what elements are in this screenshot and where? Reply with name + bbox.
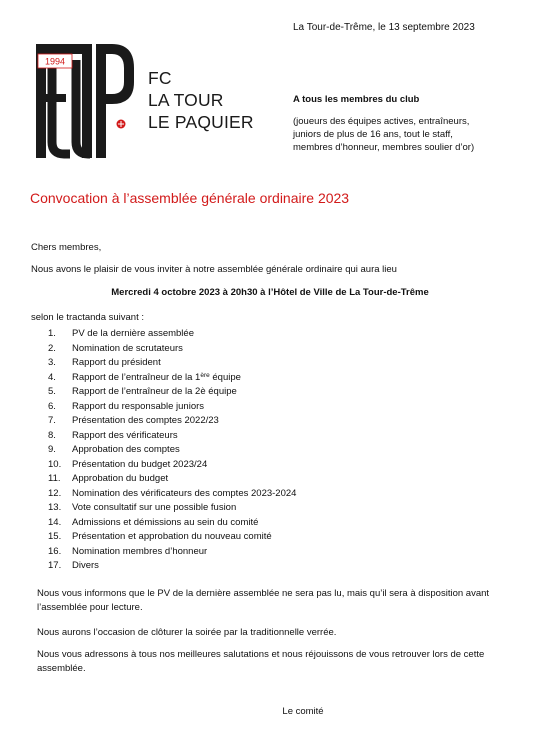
agenda-item: 5. Rapport de l’entraîneur de la 2è équipe (48, 386, 237, 397)
greeting: Chers membres, (31, 242, 102, 253)
agenda-item: 3. Rapport du président (48, 357, 161, 368)
agenda-item: 10. Présentation du budget 2023/24 (48, 458, 208, 470)
pv-note: Nous vous informons que le PV de la dernière assemblée ne sera pas lu, mais qu’il sera à disposition avant l’assemblée pour lecture. (37, 588, 490, 613)
agenda-item: 14. Admissions et démissions au sein du comité (48, 516, 259, 528)
recipient-line: membres d’honneur, membres soulier d’or) (293, 142, 475, 154)
agenda-item: 4. Rapport de l’entraîneur de la 1ère équipe (48, 371, 241, 383)
agenda-item: 2. Nomination de scrutateurs (48, 342, 183, 354)
agenda-item: 1. PV de la dernière assemblée (48, 328, 194, 339)
club-logo (30, 42, 268, 160)
agenda-item: 17. Divers (48, 560, 99, 571)
salutation: Nous vous adressons à tous nos meilleures salutations et nous réjouissons de vous retrouver lors de cette assemblée. (37, 649, 485, 674)
agenda-item: 6. Rapport du responsable juniors (48, 400, 205, 412)
recipient-line: juniors de plus de 16 ans, tout le staff, (293, 129, 453, 141)
agenda-list (48, 327, 296, 574)
agenda-item: 9. Approbation des comptes (48, 444, 180, 455)
logo-line-fc: FC (148, 68, 172, 88)
agenda-item: 8. Rapport des vérificateurs (48, 429, 178, 441)
logo-line-le-paquier: LE PAQUIER (148, 112, 254, 132)
place-date: La Tour-de-Trême, le 13 septembre 2023 (293, 22, 475, 33)
agenda-item: 16. Nomination membres d’honneur (48, 545, 208, 557)
tractanda-intro: selon le tractanda suivant : (31, 312, 145, 323)
ftp-monogram-icon (30, 42, 140, 160)
signature: Le comité (282, 706, 324, 717)
agenda-item: 7. Présentation des comptes 2022/23 (48, 415, 219, 426)
document-title: Convocation à l’assemblée générale ordinaire 2023 (30, 190, 350, 206)
recipient-line: (joueurs des équipes actives, entraîneurs, (293, 116, 470, 127)
closing-note: Nous aurons l’occasion de clôturer la soirée par la traditionnelle verrée. (37, 627, 337, 638)
meeting-details: Mercredi 4 octobre 2023 à 20h30 à l’Hôtel de Ville de La Tour-de-Trême (111, 287, 429, 298)
recipient-title: A tous les membres du club (293, 94, 420, 105)
agenda-item: 11. Approbation du budget (48, 473, 169, 484)
intro-text: Nous avons le plaisir de vous inviter à notre assemblée générale ordinaire qui aura lieu (31, 264, 397, 275)
agenda-item: 13. Vote consultatif sur une possible fusion (48, 502, 237, 513)
recipient-lines (293, 115, 533, 155)
agenda-item: 12. Nomination des vérificateurs des comptes 2023-2024 (48, 487, 297, 499)
logo-line-la-tour: LA TOUR (148, 90, 224, 110)
agenda-item: 15. Présentation et approbation du nouveau comité (48, 531, 272, 542)
logo-year: 1994 (44, 56, 66, 67)
superscript: ère (200, 371, 210, 379)
